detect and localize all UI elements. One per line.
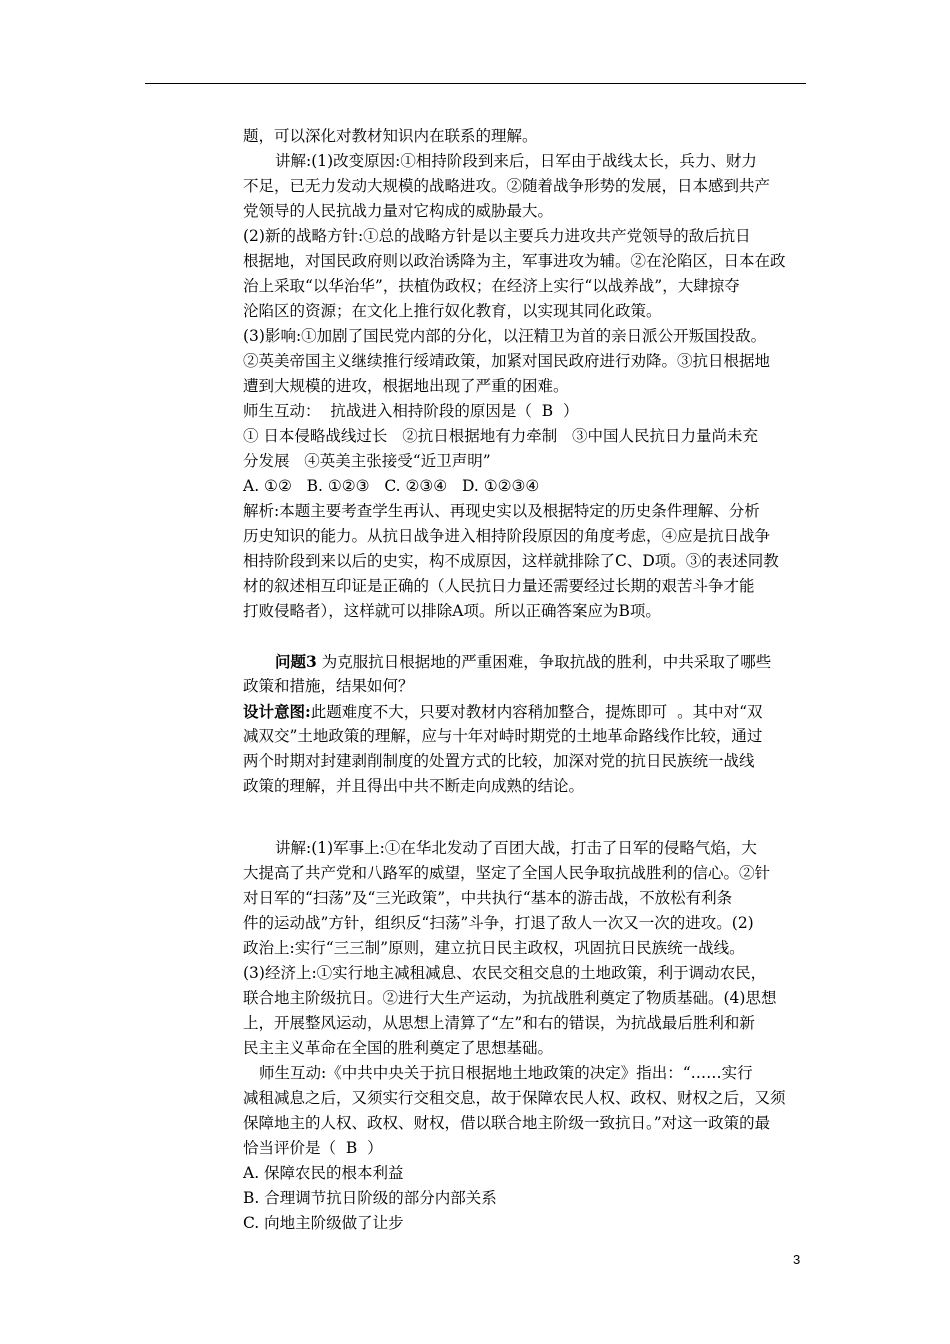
question-3-text: 为克服抗日根据地的严重困难，争取抗战的胜利，中共采取了哪些 — [316, 653, 772, 671]
text-line: 不足，已无力发动大规模的战略进攻。②随着战争形势的发展，日本感到共产 — [243, 177, 771, 195]
text-line: 两个时期对封建剥削制度的处置方式的比较，加深对党的抗日民族统一战线 — [243, 752, 755, 770]
page-number: 3 — [793, 1252, 801, 1267]
text-line: 师生互动:《中共中央关于抗日根据地土地政策的决定》指出：“……实行 — [259, 1064, 753, 1082]
text-line: 政策和措施，结果如何？ — [243, 677, 414, 695]
text-line: 件的运动战”方针，组织反“扫荡”斗争，打退了敌人一次又一次的进攻。(2) — [243, 914, 754, 932]
text-line: 减租减息之后，又须实行交租交息，故于保障农民人权、政权、财权之后，又须 — [243, 1089, 786, 1107]
text-line: 分发展 ④英美主张接受“近卫声明” — [243, 452, 491, 470]
text-line: 师生互动： 抗战进入相持阶段的原因是（ B ） — [243, 402, 579, 420]
text-line: 遭到大规模的进攻，根据地出现了严重的困难。 — [243, 377, 569, 395]
text-line: 大提高了共产党和八路军的威望，坚定了全国人民争取抗战胜利的信心。②针 — [243, 864, 771, 882]
text-line: 解析:本题主要考查学生再认、再现史实以及根据特定的历史条件理解、分析 — [243, 502, 760, 520]
answer-option: C. 向地主阶级做了让步 — [243, 1214, 404, 1232]
text-line: 材的叙述相互印证是正确的（人民抗日力量还需要经过长期的艰苦斗争才能 — [243, 577, 755, 595]
text-line: 题，可以深化对教材知识内在联系的理解。 — [243, 127, 538, 145]
text-line: ②英美帝国主义继续推行绥靖政策，加紧对国民政府进行劝降。③抗日根据地 — [243, 352, 771, 370]
answer-option: B. 合理调节抗日阶级的部分内部关系 — [243, 1189, 497, 1207]
text-line: 对日军的“扫荡”及“三光政策”，中共执行“基本的游击战，不放松有利条 — [243, 889, 733, 907]
text-line: 政治上:实行“三三制”原则，建立抗日民主政权，巩固抗日民族统一战线。 — [243, 939, 745, 957]
text-line: 相持阶段到来以后的史实，构不成原因，这样就排除了C、D项。③的表述同教 — [243, 552, 779, 570]
design-intent-line — [243, 699, 813, 724]
design-intent-label: 设计意图: — [243, 702, 311, 721]
text-line: 民主主义革命在全国的胜利奠定了思想基础。 — [243, 1039, 554, 1057]
text-line: (3)经济上:①实行地主减租减息、农民交租交息的土地政策，利于调动农民， — [243, 964, 767, 982]
text-line: 党领导的人民抗战力量对它构成的威胁最大。 — [243, 202, 554, 220]
text-line: 讲解:(1)改变原因:①相持阶段到来后，日军由于战线太长，兵力、财力 — [275, 152, 757, 170]
header-rule — [145, 83, 806, 84]
question-3-line — [243, 649, 813, 674]
paragraph-gap — [243, 799, 813, 824]
question-3-label: 问题3 — [275, 652, 317, 671]
text-line: 上，开展整风运动，从思想上清算了“左”和右的错误，为抗战最后胜利和新 — [243, 1014, 755, 1032]
paragraph-gap — [243, 824, 813, 836]
page-content — [243, 124, 813, 1236]
design-intent-text: 此题难度不大，只要对教材内容稍加整合，提炼即可 。其中对“双 — [310, 703, 763, 721]
answer-option: A. 保障农民的根本利益 — [243, 1164, 404, 1182]
text-line: 讲解:(1)军事上:①在华北发动了百团大战，打击了日军的侵略气焰，大 — [275, 839, 757, 857]
text-line: 打败侵略者），这样就可以排除A项。所以正确答案应为B项。 — [243, 602, 661, 620]
text-line: 恰当评价是（ B ） — [243, 1139, 383, 1157]
text-line: 治上采取“以华治华”，扶植伪政权；在经济上实行“以战养战”，大肆掠夺 — [243, 277, 740, 295]
text-line: 联合地主阶级抗日。②进行大生产运动，为抗战胜利奠定了物质基础。(4)思想 — [243, 989, 777, 1007]
text-line: (2)新的战略方针:①总的战略方针是以主要兵力进攻共产党领导的敌后抗日 — [243, 227, 751, 245]
text-line: 保障地主的人权、政权、财权，借以联合地主阶级一致抗日。”对这一政策的最 — [243, 1114, 771, 1132]
text-line: 历史知识的能力。从抗日战争进入相持阶段原因的角度考虑，④应是抗日战争 — [243, 527, 771, 545]
text-line: 政策的理解，并且得出中共不断走向成熟的结论。 — [243, 777, 585, 795]
text-line: 沦陷区的资源；在文化上推行奴化教育，以实现其同化政策。 — [243, 302, 662, 320]
text-line: 根据地，对国民政府则以政治诱降为主，军事进攻为辅。②在沦陷区，日本在政 — [243, 252, 786, 270]
text-line: (3)影响:①加剧了国民党内部的分化，以汪精卫为首的亲日派公开叛国投敌。 — [243, 327, 767, 345]
text-line: 减双交”土地政策的理解，应与十年对峙时期党的土地革命路线作比较，通过 — [243, 727, 763, 745]
paragraph-gap — [243, 624, 813, 649]
text-line: A. ①② B. ①②③ C. ②③④ D. ①②③④ — [243, 477, 540, 495]
text-line: ① 日本侵略战线过长 ②抗日根据地有力牵制 ③中国人民抗日力量尚未充 — [243, 427, 758, 445]
